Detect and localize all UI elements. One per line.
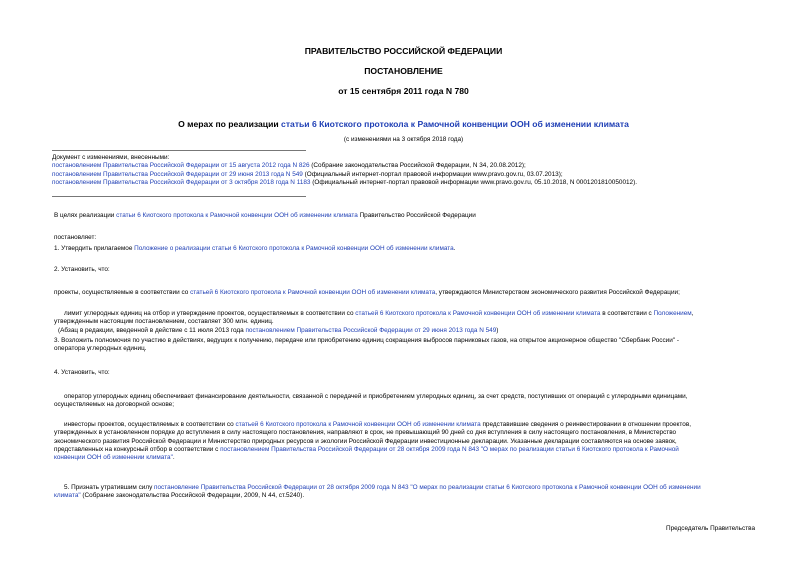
paragraph-4: 4. Установить, что: bbox=[54, 369, 110, 376]
change-tail-1: (Собрание законодательства Российской Федерации, N 34, 20.08.2012); bbox=[309, 162, 526, 170]
changes-block bbox=[52, 154, 637, 187]
p5-text: 5. Признать утратившим силу bbox=[64, 484, 155, 491]
p4b-line: утвержденных в установленном порядке до вступления в силу настоящего постановления, направляют в срок, не превышающий 90 дней со дня вступления в силу настоящего постановления, в Министерство bbox=[54, 429, 677, 437]
change-link-3[interactable]: постановлением Правительства Российской Федерации от 3 октября 2018 года N 1183 bbox=[52, 178, 311, 186]
p4b-l4-text: представленных на конкурсный отбор в соответствии с bbox=[54, 445, 221, 453]
p2b-link[interactable]: статьей 6 Киотского протокола к Рамочной конвенции ООН об изменении климата bbox=[355, 310, 601, 317]
p5-link-end[interactable]: климата" bbox=[54, 492, 81, 500]
paragraph-3 bbox=[54, 337, 679, 354]
amendment-note: (с изменениями на 3 октября 2018 года) bbox=[343, 136, 464, 143]
p2b-comma: , bbox=[691, 310, 694, 317]
date-number: от 15 сентября 2011 года N 780 bbox=[338, 86, 469, 96]
divider-top bbox=[52, 150, 306, 151]
paragraph-4a bbox=[54, 393, 687, 410]
paragraph-resolves: постановляет: bbox=[54, 234, 97, 241]
p2b-note-end: ) bbox=[496, 326, 499, 334]
p2a-link[interactable]: статьей 6 Киотского протокола к Рамочной конвенции ООН об изменении климата bbox=[190, 289, 436, 296]
p2b-note-link[interactable]: постановлением Правительства Российской Федерации от 29 июня 2013 года N 549 bbox=[245, 326, 497, 334]
p3-line: 3. Возложить полномочия по участию в действиях, ведущих к получению, передаче или приобретению единиц сокращения выбросов парниковых газов, на открытое акционерное общество "Сбербанк России" - bbox=[54, 337, 679, 344]
paragraph-5 bbox=[54, 484, 701, 501]
p4b-line: экономического развития Российской Федерации и Министерство природных ресурсов и экологии Российской Федерации инвестиционные декларации. Указанные декларации составляются на основе заявок, bbox=[54, 437, 677, 445]
p5-text-end: (Собрание законодательства Российской Федерации, 2009, N 44, ст.5240). bbox=[80, 492, 305, 500]
paragraph-2a bbox=[54, 289, 680, 297]
changes-intro: Документ с изменениями, внесенными: bbox=[52, 154, 170, 161]
changes-item bbox=[52, 171, 637, 179]
change-link-1[interactable]: постановлением Правительства Российской Федерации от 15 августа 2012 года N 826 bbox=[52, 162, 310, 170]
p4a-line: осуществляемых на договорной основе; bbox=[54, 401, 174, 409]
p1-link[interactable]: Положение о реализации статьи 6 Киотского протокола к Рамочной конвенции ООН об изменении климата bbox=[134, 245, 454, 252]
p1-text: 1. Утвердить прилагаемое bbox=[54, 245, 135, 252]
p5-link[interactable]: постановление Правительства Российской Федерации от 28 октября 2009 года N 843 "О мерах по реализации статьи 6 Киотского протокола к Рамочной конвенции ООН об изменении bbox=[154, 484, 701, 491]
paragraph-1 bbox=[54, 245, 455, 253]
p2b-link-regulation[interactable]: Положением bbox=[653, 310, 692, 317]
intro-link[interactable]: статьи 6 Киотского протокола к Рамочной конвенции ООН об изменении климата bbox=[116, 212, 358, 219]
title-prefix: О мерах по реализации bbox=[178, 119, 282, 129]
paragraph-2b bbox=[54, 310, 693, 335]
p4b-l4-link[interactable]: постановлением Правительства Российской Федерации от 28 октября 2009 года N 843 "О мерах по реализации статьи 6 Киотского протокола к Рамочной bbox=[220, 445, 679, 453]
intro-text: В целях реализации bbox=[54, 212, 117, 219]
p2b-line bbox=[54, 327, 693, 335]
change-link-2[interactable]: постановлением Правительства Российской Федерации от 29 июня 2013 года N 549 bbox=[52, 170, 303, 178]
p2b-line: утвержденным настоящим постановлением, составляет 300 млн. единиц. bbox=[54, 318, 274, 326]
intro-text-end: Правительство Российской Федерации bbox=[357, 212, 476, 219]
p1-end: . bbox=[453, 245, 456, 252]
p4b-line bbox=[54, 454, 691, 462]
p4a-line: оператор углеродных единиц обеспечивает финансирование деятельности, связанной с передачей и приобретением углеродных единиц, за счет средств, поступивших от операций с углеродными единицами, bbox=[64, 393, 688, 400]
change-tail-3: (Официальный интернет-портал правовой информации www.pravo.gov.ru, 05.10.2018, N 0001201810050012). bbox=[310, 178, 638, 186]
document-title bbox=[0, 119, 807, 129]
p4b-l5-end: . bbox=[172, 454, 175, 462]
change-tail-2: (Официальный интернет-портал правовой информации www.pravo.gov.ru, 03.07.2013); bbox=[302, 170, 563, 178]
signature-label: Председатель Правительства bbox=[666, 525, 755, 532]
p2a-text: проекты, осуществляемые в соответствии со bbox=[54, 289, 191, 296]
p2a-end: , утверждаются Министерством экономического развития Российской Федерации; bbox=[435, 289, 680, 296]
government-heading: ПРАВИТЕЛЬСТВО РОССИЙСКОЙ ФЕДЕРАЦИИ bbox=[304, 46, 503, 56]
paragraph-intro bbox=[54, 212, 476, 220]
title-link[interactable]: статьи 6 Киотского протокола к Рамочной конвенции ООН об изменении климата bbox=[281, 119, 629, 129]
p2b-line bbox=[54, 310, 693, 318]
changes-item bbox=[52, 162, 637, 170]
paragraph-4b bbox=[54, 421, 691, 462]
p3-line: оператора углеродных единиц. bbox=[54, 345, 147, 353]
changes-item bbox=[52, 179, 637, 187]
p4b-link[interactable]: статьей 6 Киотского протокола к Рамочной конвенции ООН об изменении климата bbox=[235, 421, 481, 428]
p2b-note-text: (Абзац в редакции, введенной в действие с 11 июля 2013 года bbox=[58, 326, 246, 334]
divider-bottom bbox=[52, 196, 306, 197]
paragraph-2: 2. Установить, что: bbox=[54, 266, 110, 273]
p5-line bbox=[54, 492, 701, 500]
p4b-l5-link[interactable]: конвенции ООН об изменении климата" bbox=[54, 454, 173, 462]
p4b-line bbox=[54, 446, 691, 454]
p4b-text-end: представившие сведения о реинвестировании в отношении проектов, bbox=[480, 421, 691, 428]
p2b-text: лимит углеродных единиц на отбор и утверждение проектов, осуществляемых в соответствии со bbox=[64, 310, 356, 317]
document-type: ПОСТАНОВЛЕНИЕ bbox=[364, 66, 443, 76]
p4b-text: инвесторы проектов, осуществляемых в соответствии со bbox=[64, 421, 236, 428]
p2b-text-mid: в соответствии с bbox=[600, 310, 654, 317]
